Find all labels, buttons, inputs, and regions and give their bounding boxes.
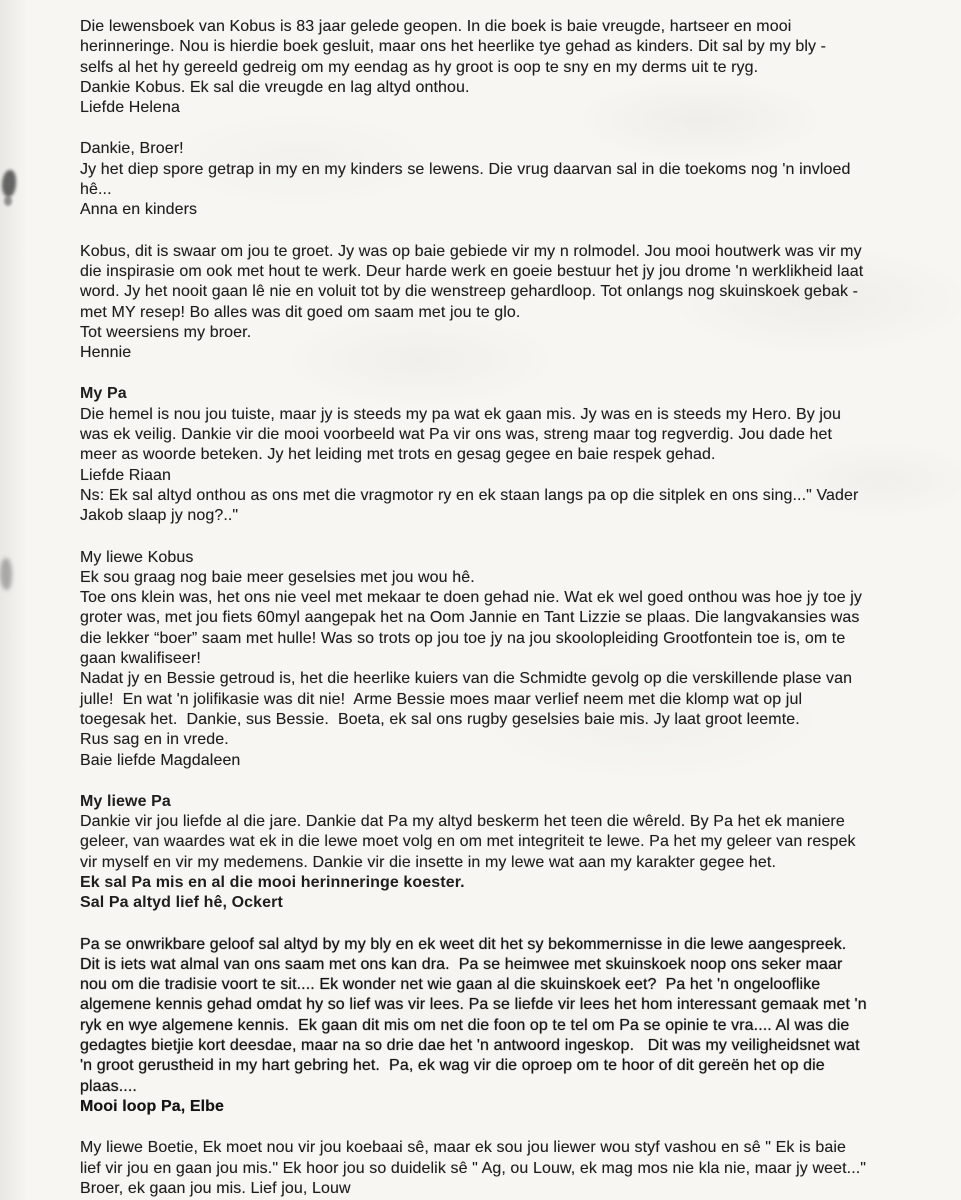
message-line: Die lewensboek van Kobus is 83 jaar gelede geopen. In die boek is baie vreugde, hartseer en mooi [80, 18, 792, 35]
message-line: Jy het diep spore getrap in my en my kinders se lewens. Die vrug daarvan sal in die toekoms nog 'n invloed [80, 160, 851, 178]
message-line: toegesak het. Dankie, sus Bessie. Boeta, ek sal ons rugby geselsies baie mis. Jy laat groot leemte. [80, 710, 800, 728]
message-line: gedagtes bietjie kort deesdae, maar na so drie dae het 'n antwoord ingeskop. Dit was my veiligheidsnet wat [80, 1037, 860, 1055]
message-line: meer as woorde beteken. Jy het leiding met trots en gesag gegee en baie respek gehad. [80, 446, 716, 464]
message-line: Liefde Riaan [80, 466, 172, 484]
message-line: hê... [80, 181, 112, 199]
message-line: Nadat jy en Bessie getroud is, het die heerlike kuiers van die Schmidte gevolg op die verskillende plase van [80, 670, 853, 688]
message-from-hennie [80, 242, 933, 364]
message-from-magdaleen [80, 548, 933, 771]
message-line: julle! En wat 'n jolifikasie was dit nie! Arme Bessie moes maar verlief neem met die klomp wat op jul [80, 690, 803, 708]
message-line: Toe ons klein was, het ons nie veel met mekaar te doen gehad nie. Wat ek wel goed onthou was hoe jy toe jy [80, 589, 863, 607]
message-line: Dankie Kobus. Ek sal die vreugde en lag altyd onthou. [80, 78, 470, 96]
message-line: Dankie, Broer! [80, 140, 184, 158]
message-line: geleer, van waardes wat ek in die lewe moet volg en om met integriteit te lewe. Pa het my geleer van respek [80, 833, 856, 851]
message-line: Mooi loop Pa, Elbe [80, 1097, 225, 1115]
message-line: was ek veilig. Dankie vir die mooi voorbeeld wat Pa vir ons was, streng maar tog regverdig. Jou dade het [80, 426, 833, 444]
message-line: die lekker “boer” saam met hulle! Was so trots op jou toe jy na jou skoolopleiding Grootfontein toe is, om te [80, 629, 846, 647]
message-from-ockert [80, 792, 933, 914]
message-line: ryk en wye algemene kennis. Ek gaan dit mis om net die foon op te tel om Pa se opinie te vra.... Al was die [80, 1016, 850, 1034]
message-line: Die hemel is nou jou tuiste, maar jy is steeds my pa wat ek gaan mis. Jy was en is steeds my Hero. By jou [80, 405, 842, 423]
message-line: groter was, met jou fiets 60myl aangepak het na Oom Jannie en Tant Lizzie se plaas. Die langvakansies was [80, 609, 860, 627]
message-line: nou om die tradisie voort te sit.... Ek wonder net wie gaan al die skuinskoek eet? Pa het 'n ongelooflike [80, 976, 821, 994]
message-from-elbe [80, 935, 933, 1118]
message-line: Pa se onwrikbare geloof sal altyd by my bly en ek weet dit het sy bekommernisse in die lewe aangespreek. [80, 935, 847, 953]
message-line: My liewe Pa [80, 792, 171, 810]
message-line: vir myself en vir my medemens. Dankie vir die insette in my lewe wat aan my karakter gegee het. [80, 853, 776, 871]
message-line: Jakob slaap jy nog?.." [80, 507, 239, 525]
message-line: algemene kennis gehad omdat hy so lief was vir lees. Pa se liefde vir lees het hom interessant gemaak met 'n [80, 996, 867, 1014]
message-line: herinneringe. Nou is hierdie boek gesluit, maar ons het heerlike tye gehad as kinders. Dit sal by my bly - [80, 38, 827, 56]
message-line: My Pa [80, 385, 127, 403]
message-line: Dankie vir jou liefde al die jare. Dankie dat Pa my altyd beskerm het teen die wêreld. By Pa het ek maniere [80, 813, 845, 831]
message-line: Ns: Ek sal altyd onthou as ons met die vragmotor ry en ek staan langs pa op die sitplek en ons sing..." Vader [80, 486, 859, 504]
message-line: Sal Pa altyd lief hê, Ockert [80, 894, 283, 912]
message-line: word. Jy het nooit gaan lê nie en voluit tot by die wenstreep gehardloop. Tot onlangs nog skuinskoek gebak - [80, 283, 859, 301]
message-line: Broer, ek gaan jou mis. Lief jou, Louw [80, 1179, 351, 1197]
message-line: met MY resep! Bo alles was dit goed om saam met jou te glo. [80, 303, 521, 321]
message-line: lief vir jou en gaan jou mis." Ek hoor jou so duidelik sê " Ag, ou Louw, ek mag mos nie kla nie, maar jy weet..." [80, 1159, 867, 1177]
message-line: My liewe Kobus [80, 548, 194, 566]
message-line: Tot weersiens my broer. [80, 323, 252, 341]
message-line: Kobus, dit is swaar om jou te groet. Jy was op baie gebiede vir my n rolmodel. Jou mooi houtwerk was vir my [80, 242, 862, 260]
message-line: Rus sag en in vrede. [80, 731, 229, 749]
message-line: Dit is iets wat almal van ons saam met ons kan dra. Pa se heimwee met skuinskoek noop ons seker maar [80, 955, 843, 973]
message-line: My liewe Boetie, Ek moet nou vir jou koebaai sê, maar ek sou jou liewer wou styf vashou en sê " Ek is baie [80, 1139, 846, 1157]
message-line: Liefde Helena [80, 99, 181, 117]
message-line: Hennie [80, 344, 132, 362]
message-from-helena [80, 17, 933, 118]
message-line: Anna en kinders [80, 201, 198, 219]
message-line: Ek sal Pa mis en al die mooi herinneringe koester. [80, 873, 465, 891]
message-line: Baie liefde Magdaleen [80, 751, 241, 769]
message-line: 'n groot gerustheid in my hart gebring het. Pa, ek wag vir die oproep om te hoor of dit gereën het op die [80, 1057, 825, 1075]
message-line: Ek sou graag nog baie meer geselsies met jou wou hê. [80, 568, 475, 586]
message-from-anna [80, 139, 933, 220]
message-from-riaan [80, 384, 933, 526]
message-from-louw [80, 1138, 933, 1199]
message-line: selfs al het hy gereeld gedreig om my eendag as hy groot is oop te sny en my derms uit te ryg. [80, 58, 759, 76]
message-line: gaan kwalifiseer! [80, 650, 201, 668]
message-line: die inspirasie om ook met hout te werk. Deur harde werk en goeie bestuur het jy jou drome 'n werklikheid laat [80, 262, 864, 280]
message-line: plaas.... [80, 1077, 137, 1095]
